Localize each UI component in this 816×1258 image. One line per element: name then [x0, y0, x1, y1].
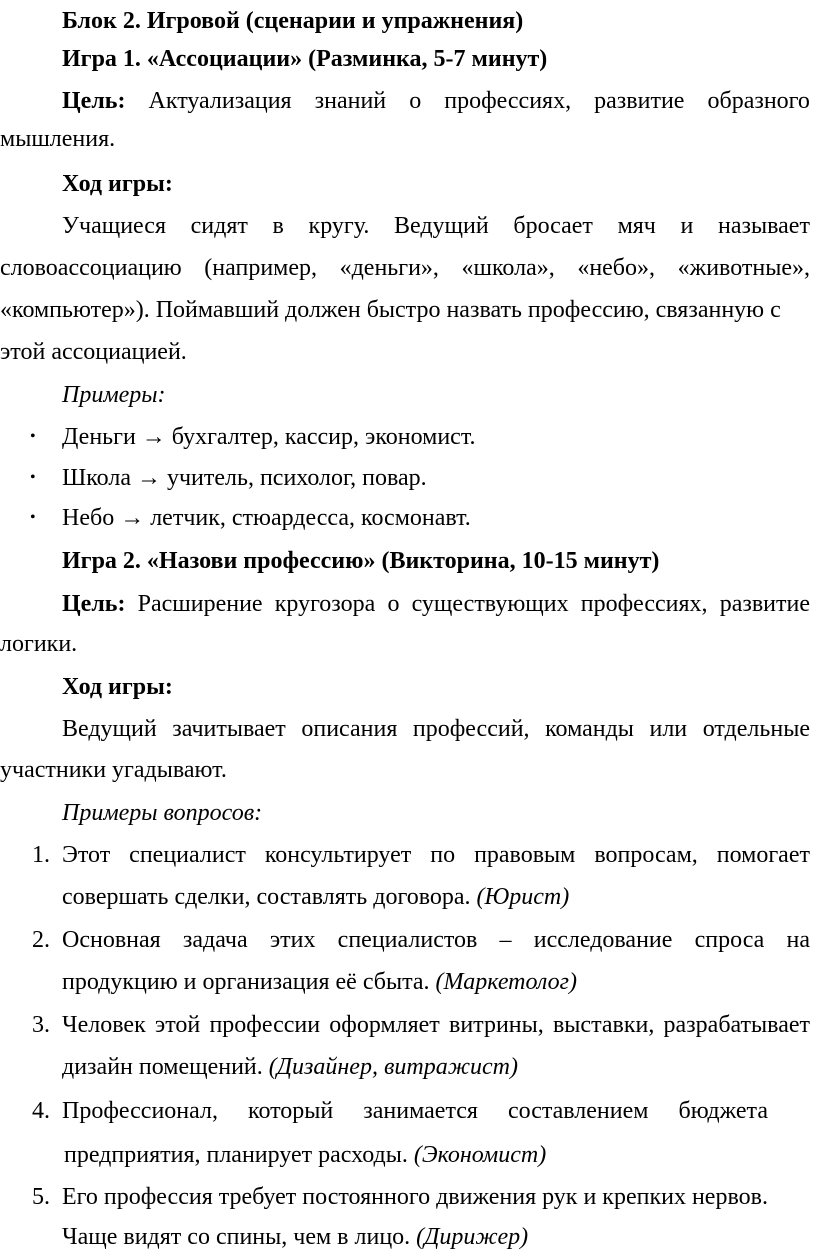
question-item [0, 834, 816, 876]
question-text: дизайн помещений. [62, 1054, 263, 1080]
word: словоассоциацию [0, 255, 182, 281]
word: профессиях, [444, 88, 572, 114]
word: разрабатывает [663, 1012, 810, 1038]
game2-examples-label: Примеры вопросов: [62, 800, 263, 826]
word: кругозора [274, 591, 376, 617]
question-number: 3. [32, 1012, 50, 1038]
block-title: Блок 2. Игровой (сценарии и упражнения) [62, 8, 524, 34]
word: команды [545, 716, 634, 742]
word: «небо», [577, 255, 656, 281]
word: специалистов [337, 927, 478, 953]
word: профессий, [412, 716, 530, 742]
word: Ведущий [393, 213, 489, 239]
word: исследование [533, 927, 673, 953]
word: витрины, [448, 1012, 544, 1038]
word: Человек [62, 1012, 146, 1038]
word: описания [301, 716, 398, 742]
bullet-icon: • [30, 428, 36, 445]
question-text: Чаще видят со спины, чем в лицо. [62, 1224, 411, 1250]
game2-process-label: Ход игры: [62, 674, 173, 700]
word: на [786, 927, 810, 953]
word: в [272, 213, 284, 239]
question-text: продукцию и организация её сбыта. [62, 969, 430, 995]
question-line2 [64, 1134, 546, 1176]
question-answer: (Маркетолог) [435, 969, 578, 995]
question-answer: (Дизайнер, витражист) [268, 1054, 518, 1080]
word: Ведущий [62, 716, 157, 742]
word: оформляет [329, 1012, 440, 1038]
word: или [649, 716, 688, 742]
word: Профессионал, [62, 1098, 218, 1124]
word: отдельные [702, 716, 810, 742]
list-item-text: Небо → летчик, стюардесса, космонавт. [62, 505, 471, 531]
game1-process-line1 [0, 205, 816, 247]
question-number: 2. [32, 927, 50, 953]
question-number: 1. [32, 842, 50, 868]
list-item-text: Школа → учитель, психолог, повар. [62, 465, 427, 491]
game1-goal-line1 [0, 80, 816, 122]
word: спроса [694, 927, 765, 953]
question-line2 [62, 961, 577, 1003]
word: вопросам, [594, 842, 698, 868]
word: знаний [314, 88, 387, 114]
word: составлением [507, 1098, 649, 1124]
word: занимается [363, 1098, 478, 1124]
word: развитие [594, 88, 685, 114]
word: сидят [190, 213, 248, 239]
word: и [680, 213, 694, 239]
word: задача [182, 927, 248, 953]
word: Основная [62, 927, 161, 953]
word: «школа», [461, 255, 555, 281]
game1-process-line2 [0, 247, 816, 289]
question-item [0, 1004, 816, 1046]
question-answer: (Дирижер) [416, 1224, 529, 1250]
question-line2 [62, 1216, 528, 1258]
word: о [409, 88, 422, 114]
word: этих [269, 927, 316, 953]
word: Этот [62, 842, 111, 868]
word: правовым [474, 842, 576, 868]
game1-title: Игра 1. «Ассоциации» (Разминка, 5-7 минут) [62, 46, 548, 72]
question-number: 5. [32, 1184, 50, 1210]
word: специалист [129, 842, 246, 868]
word: – [499, 927, 512, 953]
word: существующих [411, 591, 569, 617]
word: консультирует [264, 842, 412, 868]
game2-goal-line2: логики. [0, 631, 78, 657]
question-text: совершать сделки, составлять договора. [62, 884, 471, 910]
word: этой [154, 1012, 201, 1038]
question-line2 [62, 1046, 518, 1088]
word: мяч [617, 213, 656, 239]
word: профессии [209, 1012, 321, 1038]
word: «животные», [677, 255, 810, 281]
game1-process-label: Ход игры: [62, 171, 173, 197]
question-item [0, 919, 816, 961]
word: развитие [719, 591, 810, 617]
question-answer: (Экономист) [413, 1142, 547, 1168]
bullet-icon: • [30, 509, 36, 526]
question-number: 4. [32, 1098, 50, 1124]
word: образного [707, 88, 810, 114]
word: о [387, 591, 400, 617]
word: бюджета [678, 1098, 768, 1124]
question-text: предприятия, планирует расходы. [64, 1142, 408, 1168]
game2-process-line1 [0, 708, 816, 750]
word: Расширение [137, 591, 263, 617]
question-answer: (Юрист) [476, 884, 570, 910]
word: помогает [716, 842, 810, 868]
list-item-text: Деньги → бухгалтер, кассир, экономист. [62, 424, 476, 450]
game2-process-line2: участники угадывают. [0, 757, 227, 783]
game1-process-line3: «компьютер»). Поймавший должен быстро назвать профессию, связанную с [0, 297, 781, 323]
game1-process-line4: этой ассоциацией. [0, 339, 187, 365]
game2-goal-line1 [0, 583, 816, 625]
word: Актуализация [148, 88, 292, 114]
word: бросает [513, 213, 593, 239]
word: Учащиеся [62, 213, 166, 239]
game2-goal-label: Цель: [62, 591, 126, 617]
game1-goal-line2: мышления. [0, 126, 116, 152]
question-text: Его профессия требует постоянного движения рук и крепких нервов. [62, 1184, 768, 1210]
word: называет [718, 213, 810, 239]
game1-goal-label: Цель: [62, 88, 126, 114]
word: который [248, 1098, 334, 1124]
question-line2 [62, 876, 569, 918]
word: «деньги», [339, 255, 439, 281]
game2-title: Игра 2. «Назови профессию» (Викторина, 10-15 минут) [62, 548, 660, 574]
word: кругу. [308, 213, 370, 239]
bullet-icon: • [30, 469, 36, 486]
question-item [0, 1090, 816, 1132]
word: зачитывает [172, 716, 286, 742]
word: по [430, 842, 456, 868]
game1-examples-label: Примеры: [62, 382, 166, 408]
word: (например, [204, 255, 317, 281]
word: профессиях, [580, 591, 708, 617]
word: выставки, [552, 1012, 655, 1038]
